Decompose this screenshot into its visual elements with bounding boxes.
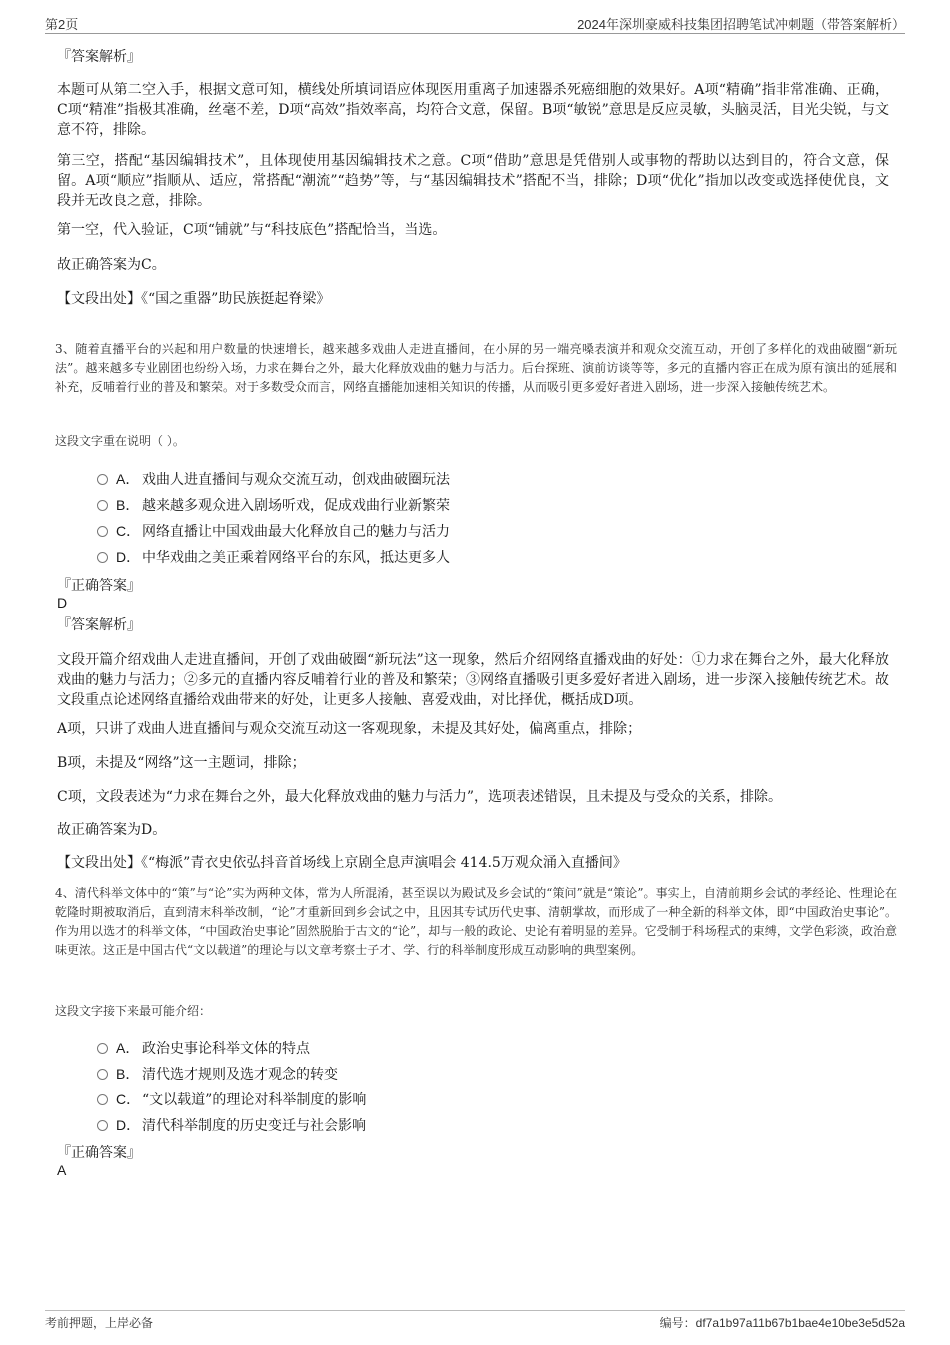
- header-divider: [45, 33, 905, 34]
- correct-answer: A: [57, 1162, 67, 1178]
- option-a[interactable]: A． 政治史事论科举文体的特点: [97, 1038, 310, 1059]
- radio-button[interactable]: [97, 552, 108, 563]
- analysis-paragraph: 第一空，代入验证，C项“铺就”与“科技底色”搭配恰当，当选。: [57, 222, 447, 238]
- question-stem: 4、清代科举文体中的“策”与“论”实为两种文体，常为人所混淆，甚至误以为殿试及乡会试的“策问”就是“策论”。事实上，自清前期乡会试的孝经论、性理论在乾隆时期被取消后，直到清末科举改制，“论”才重新回到乡会试之中，且因其专试历代史事、清朝掌故，而形成了一种全新的科举文体，即“中国政治史事论”。作为用以选才的科举文体，“中国政治史事论”固然脱胎于古文的“论”，却与一般的政论、史论有着明显的差异。它受制于科场程式的束缚，文学色彩淡，政治意味更浓。这正是中国古代“文以载道”的理论与以文章考察士子才、学、行的科举制度形成互动影响的典型案例。: [55, 886, 897, 957]
- option-c[interactable]: C． 网络直播让中国戏曲最大化释放自己的魅力与活力: [97, 521, 450, 542]
- page-number: 第2页: [45, 17, 79, 32]
- radio-button[interactable]: [97, 1094, 108, 1105]
- option-c[interactable]: C． “文以载道”的理论对科举制度的影响: [97, 1089, 366, 1110]
- analysis-label: 『答案解析』: [57, 617, 141, 633]
- analysis-label: 『答案解析』: [57, 49, 141, 65]
- radio-button[interactable]: [97, 474, 108, 485]
- question-prompt: 这段文字接下来最可能介绍：: [55, 1004, 212, 1018]
- analysis-paragraph: 故正确答案为C。: [57, 257, 166, 273]
- option-d[interactable]: D． 中华戏曲之美正乘着网络平台的东风，抵达更多人: [97, 547, 450, 568]
- radio-button[interactable]: [97, 526, 108, 537]
- analysis-paragraph: B项，未提及“网络”这一主题词，排除；: [57, 755, 306, 771]
- option-b[interactable]: B． 清代选才规则及选才观念的转变: [97, 1064, 338, 1085]
- option-d[interactable]: D． 清代科举制度的历史变迁与社会影响: [97, 1115, 366, 1136]
- correct-answer-label: 『正确答案』: [57, 578, 141, 594]
- document-title: 2024年深圳豪威科技集团招聘笔试冲刺题（带答案解析）: [577, 17, 905, 32]
- question-stem: 3、随着直播平台的兴起和用户数量的快速增长，越来越多戏曲人走进直播间，在小屏的另一端亮嗓表演并和观众交流互动，开创了多样化的戏曲破圈“新玩法”。越来越多专业剧团也纷纷入场，力求在舞台之外，最大化释放戏曲的魅力与活力。后台探班、演前访谈等等，多元的直播内容正在成为原有演出的延展和补充，反哺着行业的普及和繁荣。对于多数受众而言，网络直播能加速相关知识的传播，从而吸引更多爱好者进入剧场，进一步深入接触传统艺术。: [55, 342, 897, 394]
- analysis-paragraph: C项，文段表述为“力求在舞台之外，最大化释放戏曲的魅力与活力”，选项表述错误，且未提及与受众的关系，排除。: [57, 789, 783, 805]
- radio-button[interactable]: [97, 500, 108, 511]
- footer-divider: [45, 1310, 905, 1311]
- analysis-paragraph: 文段开篇介绍戏曲人走进直播间，开创了戏曲破圈“新玩法”这一现象，然后介绍网络直播戏曲的好处：①力求在舞台之外，最大化释放戏曲的魅力与活力；②多元的直播内容反哺着行业的普及和繁荣；③网络直播吸引更多爱好者进入剧场，进一步深入接触传统艺术。故文段重点论述网络直播给戏曲带来的好处，让更多人接触、喜爱戏曲，对比择优，概括成D项。: [57, 652, 889, 708]
- correct-answer: D: [57, 595, 68, 611]
- source-citation: 【文段出处】《“梅派”青衣史依弘抖音首场线上京剧全息声演唱会 414.5万观众涌入直播间》: [57, 855, 627, 871]
- radio-button[interactable]: [97, 1043, 108, 1054]
- analysis-paragraph: 第三空，搭配“基因编辑技术”，且体现使用基因编辑技术之意。C项“借助”意思是凭借别人或事物的帮助以达到目的，符合文意，保留。A项“顺应”指顺从、适应，常搭配“潮流”“趋势”等，与“基因编辑技术”搭配不当，排除；D项“优化”指加以改变或选择使优良，文段并无改良之意，排除。: [57, 153, 889, 209]
- option-a[interactable]: A． 戏曲人进直播间与观众交流互动，创戏曲破圈玩法: [97, 469, 450, 490]
- analysis-paragraph: 本题可从第二空入手，根据文意可知，横线处所填词语应体现医用重离子加速器杀死癌细胞的效果好。A项“精确”指非常准确、正确，C项“精准”指极其准确，丝毫不差，D项“高效”指效率高，均符合文意，保留。B项“敏锐”意思是反应灵敏，头脑灵活，目光尖锐，与文意不符，排除。: [57, 82, 889, 138]
- analysis-paragraph: 故正确答案为D。: [57, 822, 167, 838]
- radio-button[interactable]: [97, 1120, 108, 1131]
- question-prompt: 这段文字重在说明（ ）。: [55, 434, 185, 448]
- document-id: 编号：df7a1b97a11b67b1bae4e10be3e5d52a: [659, 1316, 905, 1330]
- analysis-paragraph: A项，只讲了戏曲人进直播间与观众交流互动这一客观现象，未提及其好处，偏离重点，排除；: [57, 721, 642, 737]
- radio-button[interactable]: [97, 1069, 108, 1080]
- option-b[interactable]: B． 越来越多观众进入剧场听戏，促成戏曲行业新繁荣: [97, 495, 450, 516]
- source-citation: 【文段出处】《“国之重器”助民族挺起脊梁》: [57, 291, 331, 307]
- footer-slogan: 考前押题，上岸必备: [45, 1316, 154, 1330]
- correct-answer-label: 『正确答案』: [57, 1145, 141, 1161]
